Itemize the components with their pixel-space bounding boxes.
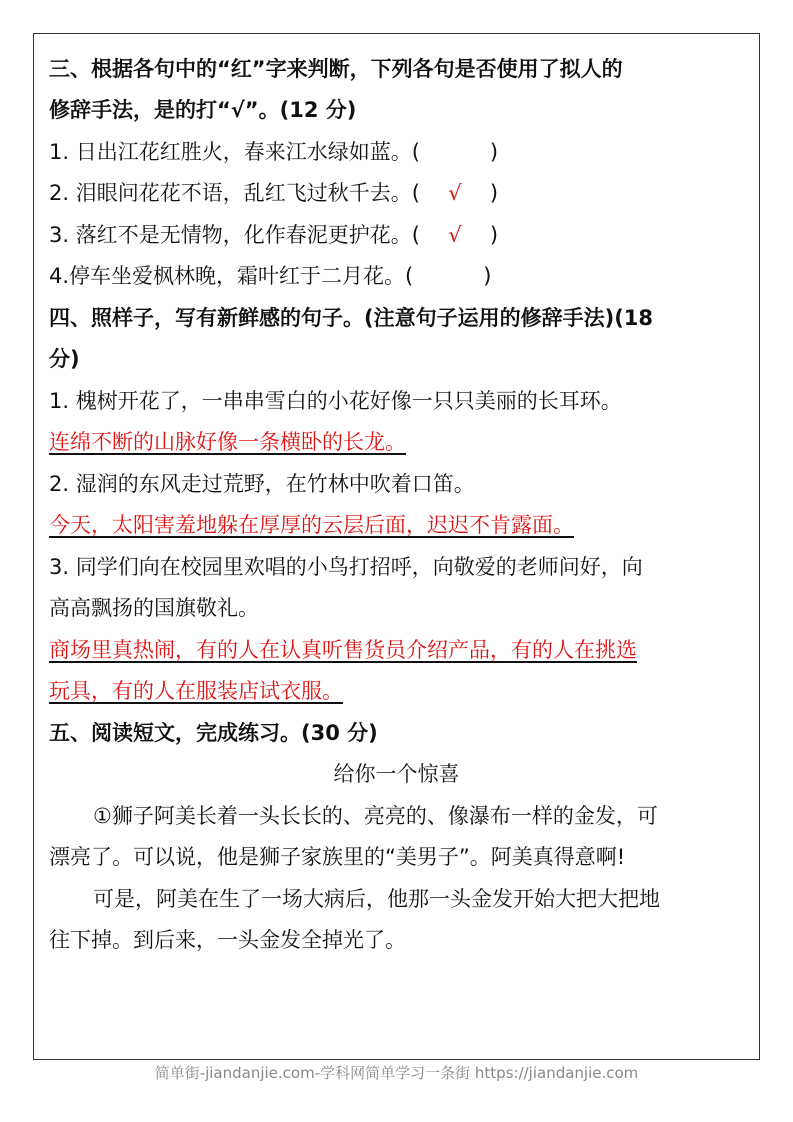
footer-watermark: 简单街-jiandanjie.com-学科网简单学习一条街 https://jiandanjie.com — [154, 1064, 639, 1082]
passage-title: 给你一个惊喜 — [333, 762, 460, 786]
item-text: 3. 落红不是无情物，化作春泥更护花。( — [49, 223, 420, 247]
section4-answer-3-line1: 商场里真热闹，有的人在认真听售货员介绍产品，有的人在挑选 — [49, 638, 637, 662]
close-paren: ) — [483, 264, 492, 288]
item-text: 1. 日出江花红胜火，春来江水绿如蓝。( — [49, 140, 420, 164]
item-text: 4.停车坐爱枫林晚，霜叶红于二月花。( — [49, 264, 414, 288]
check-mark: √ — [448, 223, 462, 247]
section4-question-2: 2. 湿润的东风走过荒野，在竹林中吹着口笛。 — [49, 472, 475, 496]
section4-heading-line1: 四、照样子，写有新鲜感的句子。(注意句子运用的修辞手法)(18 — [49, 306, 654, 330]
item-text: 2. 泪眼问花花不语，乱红飞过秋千去。( — [49, 181, 420, 205]
section3-item-4 — [49, 261, 491, 291]
section4-answer-2: 今天，太阳害羞地躲在厚厚的云层后面，迟迟不肯露面。 — [49, 513, 574, 537]
section4-answer-1: 连绵不断的山脉好像一条横卧的长龙。 — [49, 430, 406, 454]
section3-item-1 — [49, 137, 498, 167]
section5-heading: 五、阅读短文，完成练习。(30 分) — [49, 721, 378, 745]
section3-heading-line1: 三、根据各句中的“红”字来判断，下列各句是否使用了拟人的 — [49, 57, 623, 81]
passage-p1-line2: 漂亮了。可以说，他是狮子家族里的“美男子”。阿美真得意啊! — [49, 845, 626, 869]
section4-question-3-line2: 高高飘扬的国旗敬礼。 — [49, 596, 259, 620]
passage-p1-line1: ①狮子阿美长着一头长长的、亮亮的、像瀑布一样的金发，可 — [93, 804, 658, 828]
section4-answer-3-line2: 玩具，有的人在服装店试衣服。 — [49, 679, 343, 703]
section3-heading-line2: 修辞手法，是的打“√”。(12 分) — [49, 98, 357, 122]
close-paren: ) — [489, 181, 499, 205]
section4-question-3-line1: 3. 同学们向在校园里欢唱的小鸟打招呼，向敬爱的老师问好，向 — [49, 555, 643, 579]
section4-question-1: 1. 槐树开花了，一串串雪白的小花好像一只只美丽的长耳环。 — [49, 389, 622, 413]
passage-p2-line2: 往下掉。到后来，一头金发全掉光了。 — [49, 928, 406, 952]
close-paren: ) — [489, 223, 499, 247]
check-mark: √ — [448, 181, 462, 205]
section3-item-3 — [49, 220, 498, 250]
section4-heading-line2: 分) — [49, 347, 80, 371]
close-paren: ) — [489, 140, 499, 164]
section3-item-2 — [49, 178, 498, 208]
passage-p2-line1: 可是，阿美在生了一场大病后，他那一头金发开始大把大把地 — [93, 887, 660, 911]
